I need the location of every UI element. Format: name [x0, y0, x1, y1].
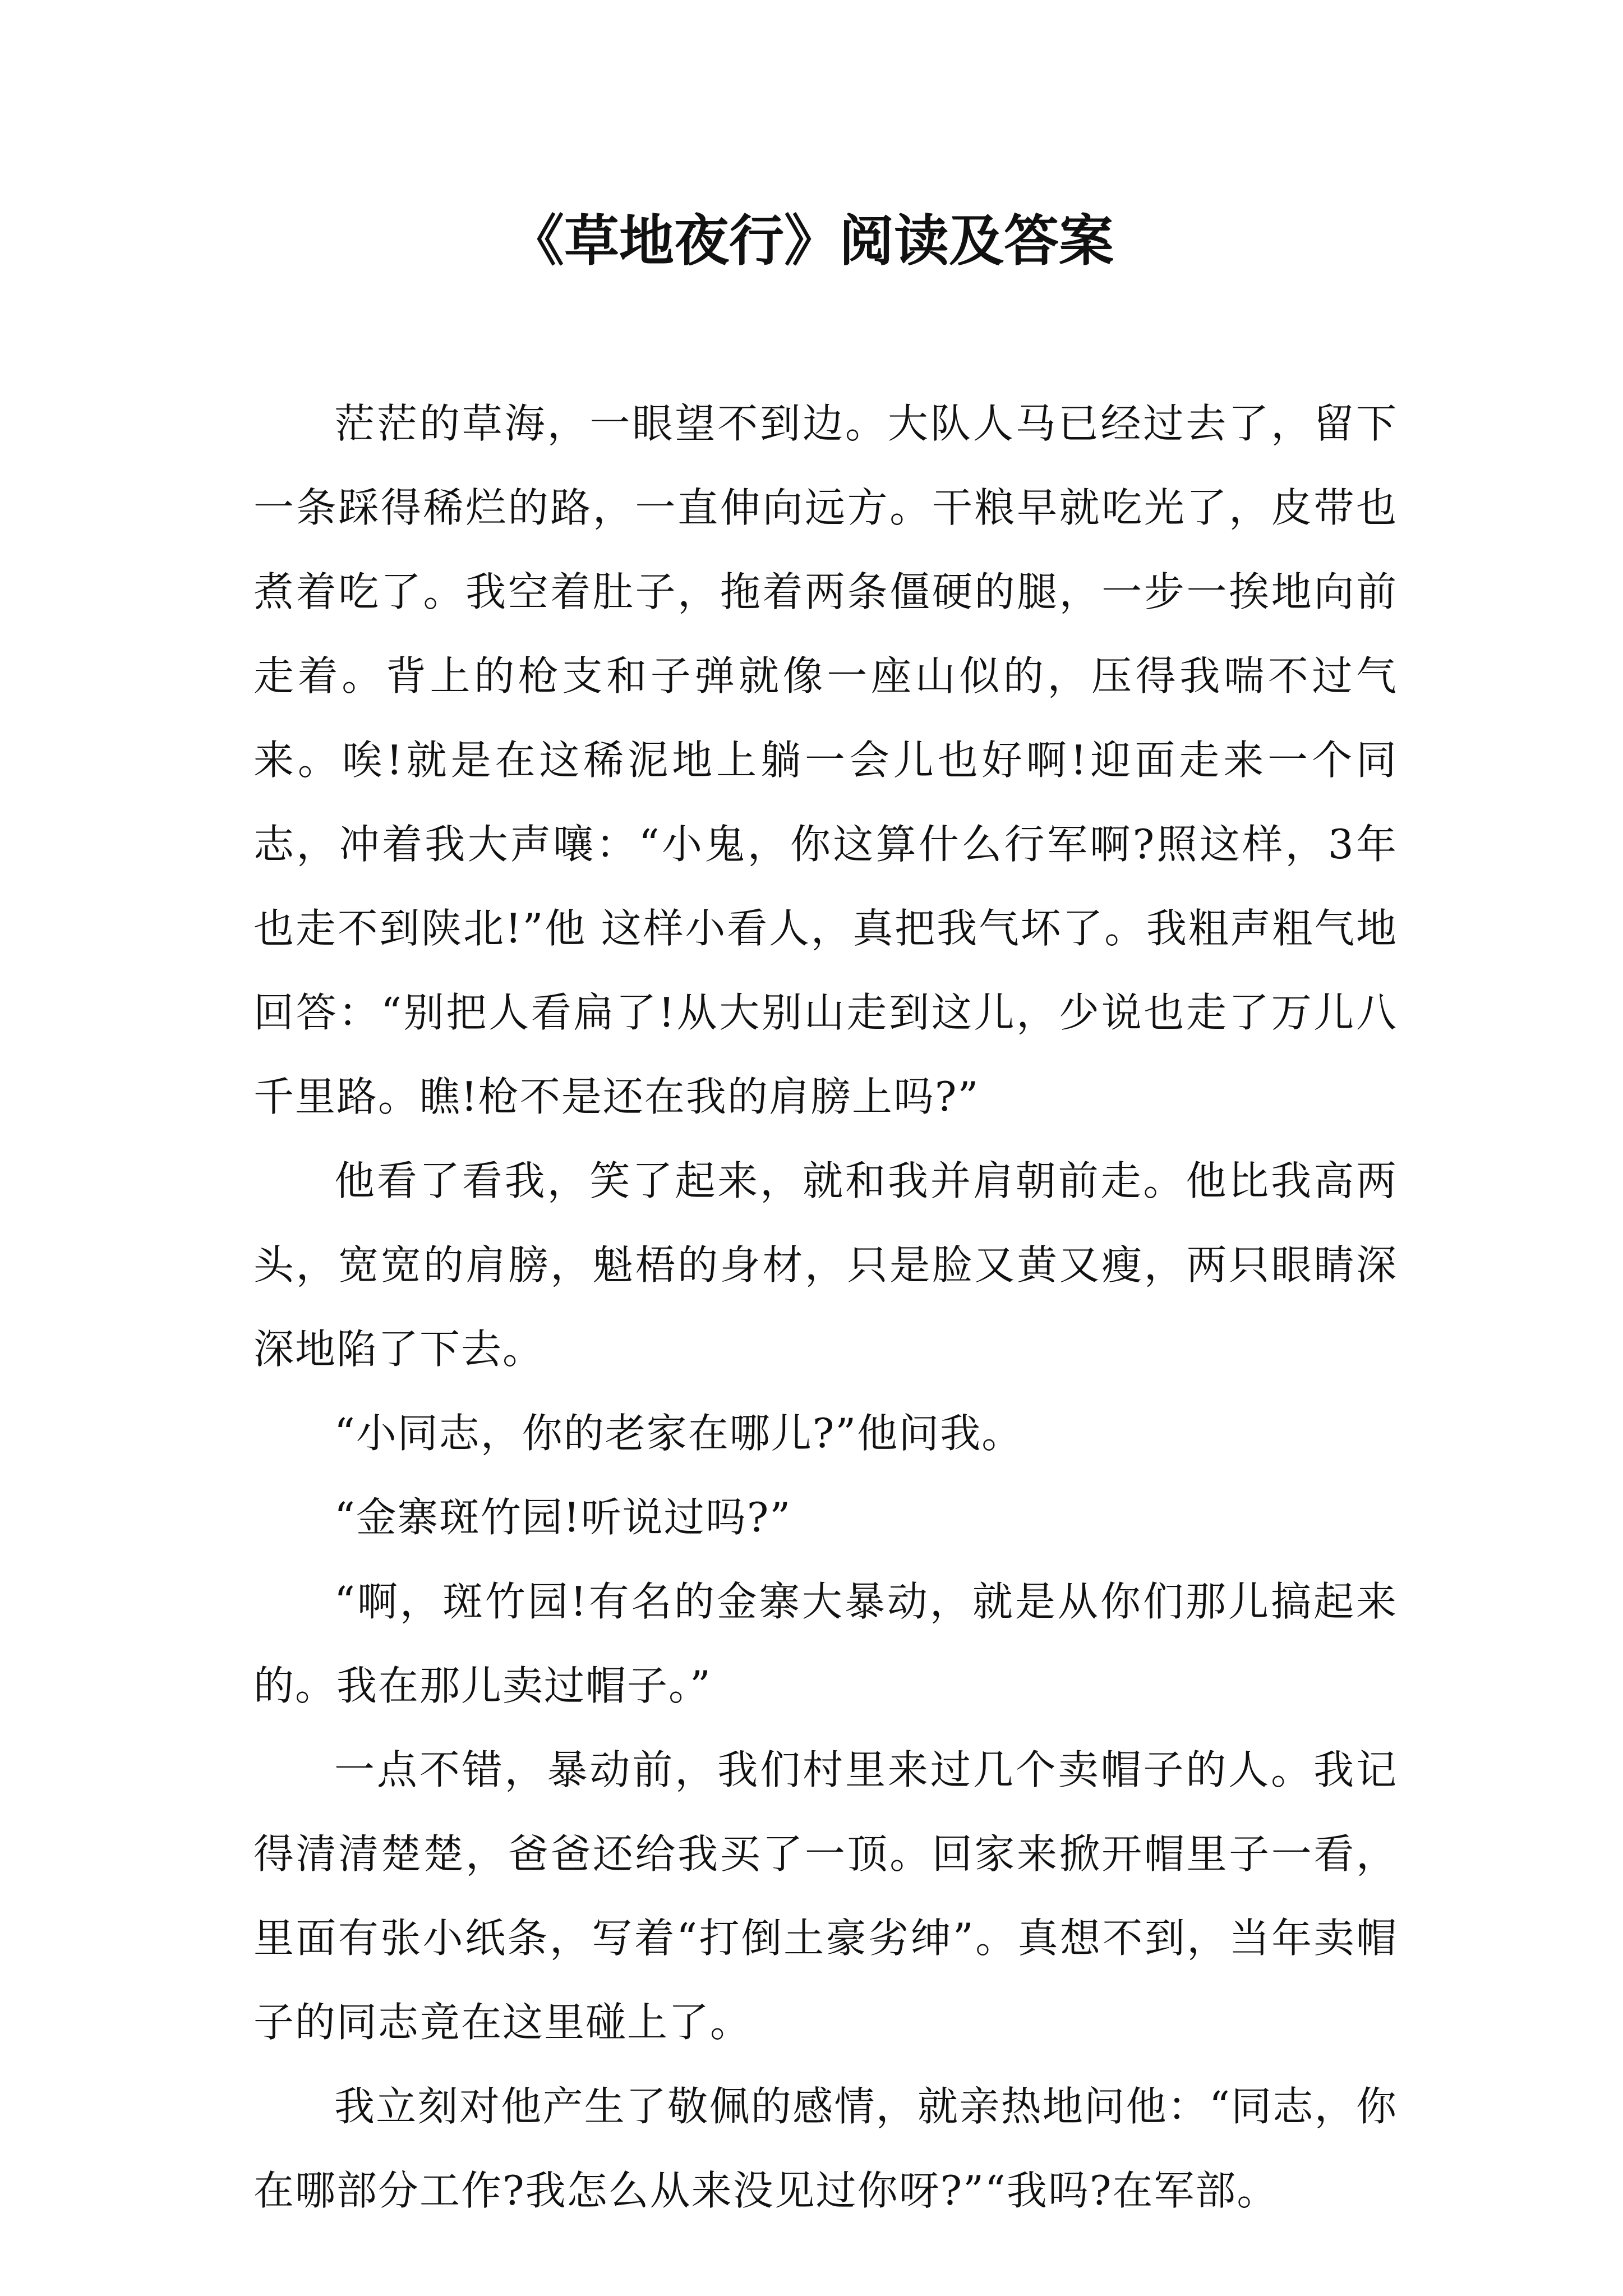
paragraph: 他看了看我，笑了起来，就和我并肩朝前走。他比我高两头，宽宽的肩膀，魁梧的身材，只是脸又黄又瘦，两只眼睛深深地陷了下去。 [253, 1157, 1398, 1373]
document-title: 《草地夜行》阅读及答案 [509, 209, 1114, 273]
paragraph: “小同志，你的老家在哪儿?”他问我。 [334, 1410, 1023, 1457]
paragraph: 茫茫的草海，一眼望不到边。大队人马已经过去了，留下一条踩得稀烂的路，一直伸向远方。干粮早就吃光了，皮带也煮着吃了。我空着肚子，拖着两条僵硬的腿，一步一挨地向前走着。背上的枪支和子弹就像一座山似的，压得我喘不过气来。唉!就是在这稀泥地上躺一会儿也好啊!迎面走来一个同志，冲着我大声嚷：“小鬼，你这算什么行军啊?照这样，3年也走不到陕北!”他 这样小看人，真把我气坏了。我粗声粗气地回答：“别把人看扁了!从大别山走到这儿，少说也走了万儿八千里路。瞧!枪不是还在我的肩膀上吗?” [253, 400, 1398, 1120]
paragraph: “啊，斑竹园!有名的金寨大暴动，就是从你们那儿搞起来的。我在那儿卖过帽子。” [253, 1578, 1398, 1709]
paragraph: 我立刻对他产生了敬佩的感情，就亲热地问他：“同志，你在哪部分工作?我怎么从来没见过你呀?”“我吗?在军部。 [253, 2083, 1398, 2214]
document-body [253, 381, 1398, 2233]
paragraph: 一点不错，暴动前，我们村里来过几个卖帽子的人。我记得清清楚楚，爸爸还给我买了一顶。回家来掀开帽里子一看，里面有张小纸条，写着“打倒土豪劣绅”。真想不到，当年卖帽子的同志竟在这里碰上了。 [253, 1746, 1398, 2046]
paragraph: “金寨斑竹园!听说过吗?” [334, 1494, 792, 1541]
